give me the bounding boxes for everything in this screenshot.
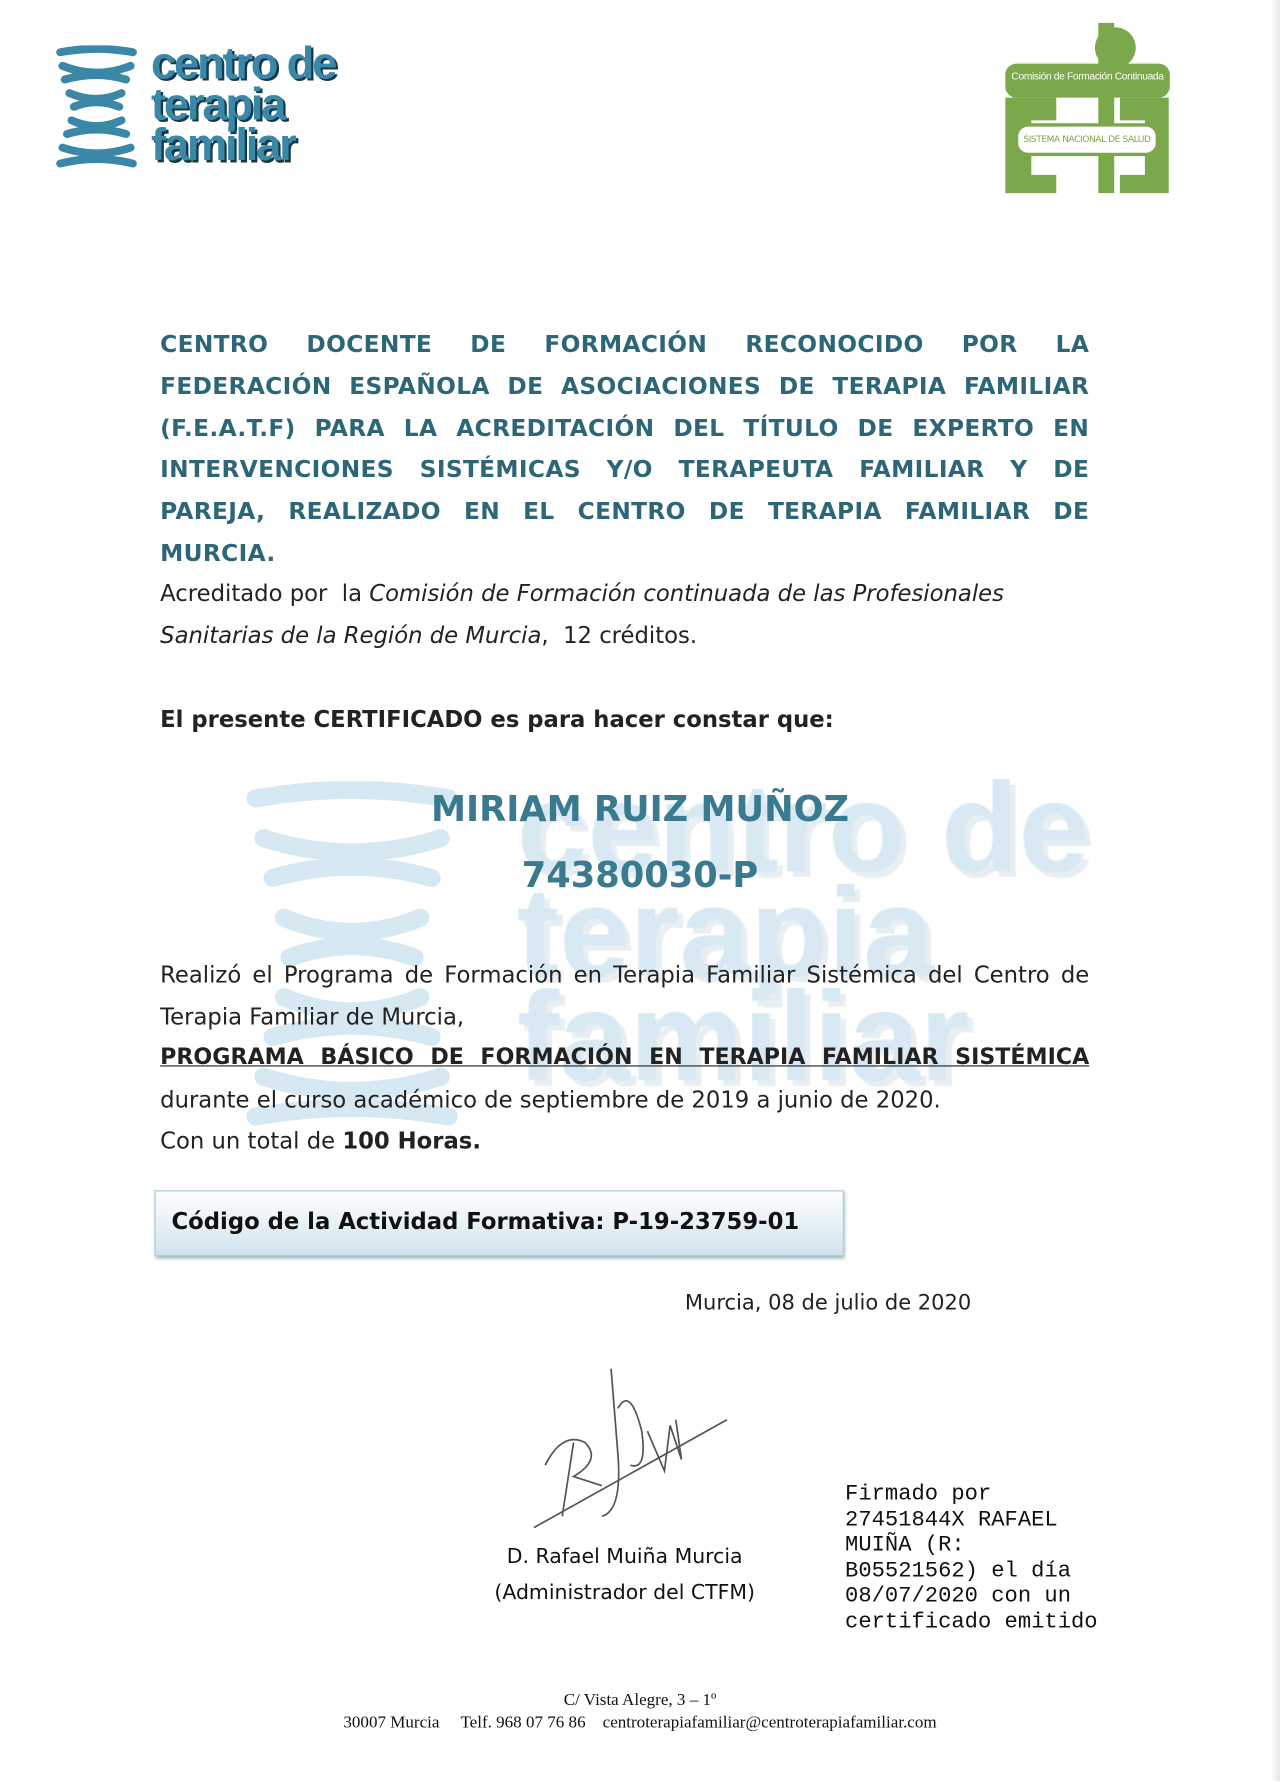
logo-line: terapia	[151, 79, 285, 130]
logo-text	[151, 38, 336, 171]
program-description	[160, 954, 1089, 1161]
cfc-top-text: Comisión de Formación Continuada	[1011, 70, 1164, 82]
signatory-role: (Administrador del CTFM)	[494, 1581, 756, 1605]
hours-value: 100 Horas.	[342, 1126, 481, 1154]
cfc-logo	[1005, 23, 1170, 196]
institution-heading: CENTRO DOCENTE DE FORMACIÓN RECONOCIDO POR LA FEDERACIÓN ESPAÑOLA DE ASOCIACIONES DE TERAPIA FAMILIAR (F.E.A.T.F) PARA LA ACREDITACIÓN DEL TÍTULO DE EXPERTO EN INTERVENCIONES SISTÉMICAS Y/O TERAPEUTA FAMILIAR Y DE PAREJA, REALIZADO EN EL CENTRO DE TERAPIA FAMILIAR DE MURCIA.	[160, 330, 1090, 567]
accreditation-text	[160, 572, 1069, 655]
handwritten-signature	[522, 1363, 738, 1533]
footer-contact	[0, 1714, 1280, 1733]
hours-label: Con un total de	[160, 1126, 343, 1154]
digital-signature-text: Firmado por 27451844X RAFAEL MUIÑA (R: B05521562) el día 08/07/2020 con un certificado emitido	[845, 1481, 1098, 1635]
accreditation-commission: Comisión de Formación continuada de las Profesionales Sanitarias de la Región de Murcia	[160, 579, 1004, 648]
recipient-id: 74380030-P	[521, 855, 759, 897]
activity-code-box	[154, 1190, 843, 1256]
recipient-name: MIRIAM RUIZ MUÑOZ	[430, 789, 850, 831]
logo-line: familiar	[151, 120, 295, 171]
date-place: Murcia, 08 de julio de 2020	[684, 1291, 972, 1316]
activity-code: Código de la Actividad Formativa: P-19-23759-01	[171, 1207, 800, 1235]
footer-city: 30007 Murcia	[343, 1713, 440, 1733]
accreditation-credits: , 12 créditos.	[541, 620, 698, 648]
footer-email: centroterapiafamiliar@centroterapiafamiliar.com	[602, 1713, 937, 1733]
footer-address: C/ Vista Alegre, 3 – 1º	[563, 1691, 717, 1710]
program-period: durante el curso académico de septiembre de 2019 a junio de 2020.	[160, 1085, 941, 1113]
certify-intro: El presente CERTIFICADO es para hacer constar que:	[160, 705, 834, 733]
signatory-name: D. Rafael Muiña Murcia	[506, 1544, 743, 1569]
program-title: PROGRAMA BÁSICO DE FORMACIÓN EN TERAPIA FAMILIAR SISTÉMICA	[160, 1043, 1090, 1070]
footer-phone: Telf. 968 07 76 86	[460, 1713, 586, 1733]
signatory-block	[454, 1539, 795, 1612]
accreditation-prefix: Acreditado por la	[160, 579, 370, 607]
logo-line: centro de	[151, 38, 336, 89]
cfc-logo-icon	[1005, 23, 1170, 196]
program-intro: Realizó el Programa de Formación en Terapia Familiar Sistémica del Centro de Terapia Familiar de Murcia,	[160, 960, 1090, 1030]
cfc-bottom-text: SISTEMA NACIONAL DE SALUD	[1023, 134, 1151, 145]
spiral-logo-icon	[51, 45, 140, 179]
